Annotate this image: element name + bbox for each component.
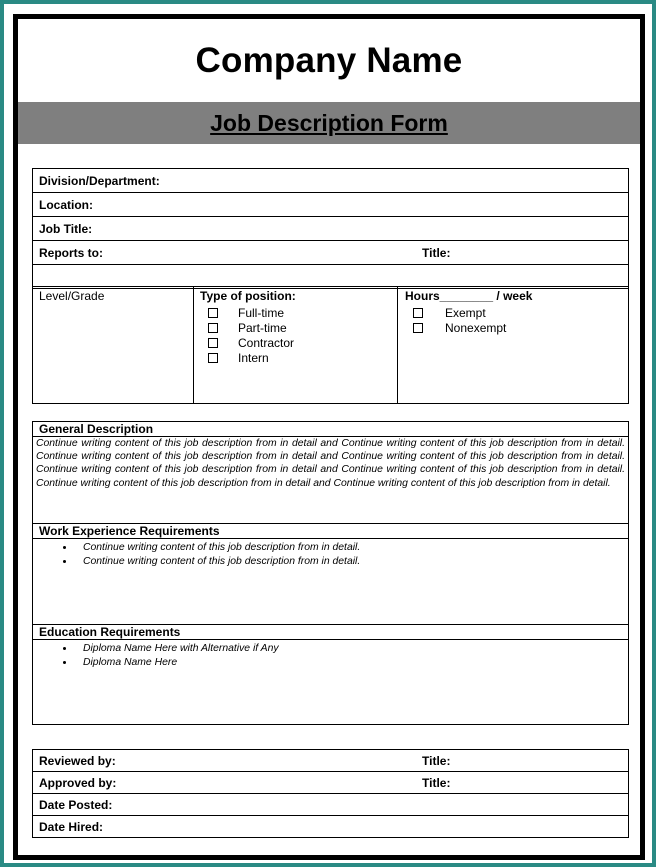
type-part-time[interactable]: Part-time bbox=[200, 320, 391, 335]
description-table bbox=[32, 421, 629, 725]
location-field[interactable] bbox=[33, 193, 629, 217]
work-experience-field[interactable] bbox=[33, 539, 629, 625]
checkbox-icon[interactable] bbox=[208, 338, 218, 348]
list-item: • Continue writing content of this job description from in detail. bbox=[75, 541, 628, 555]
education-list bbox=[33, 642, 628, 670]
title-band bbox=[18, 102, 640, 144]
reports-to-label: Reports to: bbox=[39, 245, 103, 260]
work-experience-list bbox=[33, 541, 628, 569]
hours-cell bbox=[398, 287, 629, 404]
info-table bbox=[32, 168, 629, 289]
reviewed-by-label: Reviewed by: bbox=[39, 753, 116, 768]
approved-by-label: Approved by: bbox=[39, 775, 117, 790]
list-item: • Diploma Name Here bbox=[75, 656, 628, 670]
education-field[interactable] bbox=[33, 640, 629, 725]
work-experience-heading: Work Experience Requirements bbox=[33, 524, 629, 539]
division-label: Division/Department: bbox=[39, 173, 160, 188]
type-full-time[interactable]: Full-time bbox=[200, 305, 391, 320]
type-intern[interactable]: Intern bbox=[200, 350, 391, 365]
form-frame bbox=[13, 14, 645, 860]
general-heading: General Description bbox=[33, 422, 629, 437]
division-field[interactable] bbox=[33, 169, 629, 193]
level-grade-cell[interactable] bbox=[33, 287, 194, 404]
date-posted-label: Date Posted: bbox=[39, 797, 113, 812]
reviewed-by-field[interactable] bbox=[33, 750, 629, 772]
approved-title-label: Title: bbox=[422, 775, 451, 790]
list-item: • Continue writing content of this job description from in detail. bbox=[75, 555, 628, 569]
type-contractor[interactable]: Contractor bbox=[200, 335, 391, 350]
general-description-field[interactable] bbox=[33, 437, 629, 524]
checkbox-icon[interactable] bbox=[413, 323, 423, 333]
date-posted-field[interactable] bbox=[33, 794, 629, 816]
job-title-field[interactable] bbox=[33, 217, 629, 241]
location-label: Location: bbox=[39, 197, 93, 212]
checkbox-icon[interactable] bbox=[208, 353, 218, 363]
date-hired-field[interactable] bbox=[33, 816, 629, 838]
hours-label: Hours________ / week bbox=[405, 289, 533, 303]
position-type-label: Type of position: bbox=[200, 289, 296, 303]
position-table bbox=[32, 286, 629, 404]
signoff-table bbox=[32, 749, 629, 838]
hours-exempt[interactable]: Exempt bbox=[405, 305, 621, 320]
position-type-cell bbox=[194, 287, 398, 404]
date-hired-label: Date Hired: bbox=[39, 819, 104, 834]
page bbox=[4, 4, 652, 863]
hours-nonexempt[interactable]: Nonexempt bbox=[405, 320, 621, 335]
reviewed-title-label: Title: bbox=[422, 753, 451, 768]
blank-row bbox=[33, 265, 629, 289]
approved-by-field[interactable] bbox=[33, 772, 629, 794]
list-item: • Diploma Name Here with Alternative if Any bbox=[75, 642, 628, 656]
education-heading: Education Requirements bbox=[33, 625, 629, 640]
level-grade-label: Level/Grade bbox=[39, 289, 105, 303]
general-description-text: Continue writing content of this job description from in detail and Continue writing content of this job description from in detail. Continue writing content of this job description from in detail and Continue writing content of this job description from in detail. Continue writing content of this job description from in detail and Continue writing content of this job description from in detail. Continue writing content of this job description from in detail and Continue writing content of this job description from in detail. bbox=[36, 438, 625, 489]
checkbox-icon[interactable] bbox=[208, 308, 218, 318]
job-title-label: Job Title: bbox=[39, 221, 93, 236]
form-title: Job Description Form bbox=[210, 110, 448, 136]
reports-title-label: Title: bbox=[422, 245, 451, 260]
checkbox-icon[interactable] bbox=[413, 308, 423, 318]
reports-to-field[interactable] bbox=[33, 241, 629, 265]
company-name: Company Name bbox=[195, 41, 463, 80]
checkbox-icon[interactable] bbox=[208, 323, 218, 333]
